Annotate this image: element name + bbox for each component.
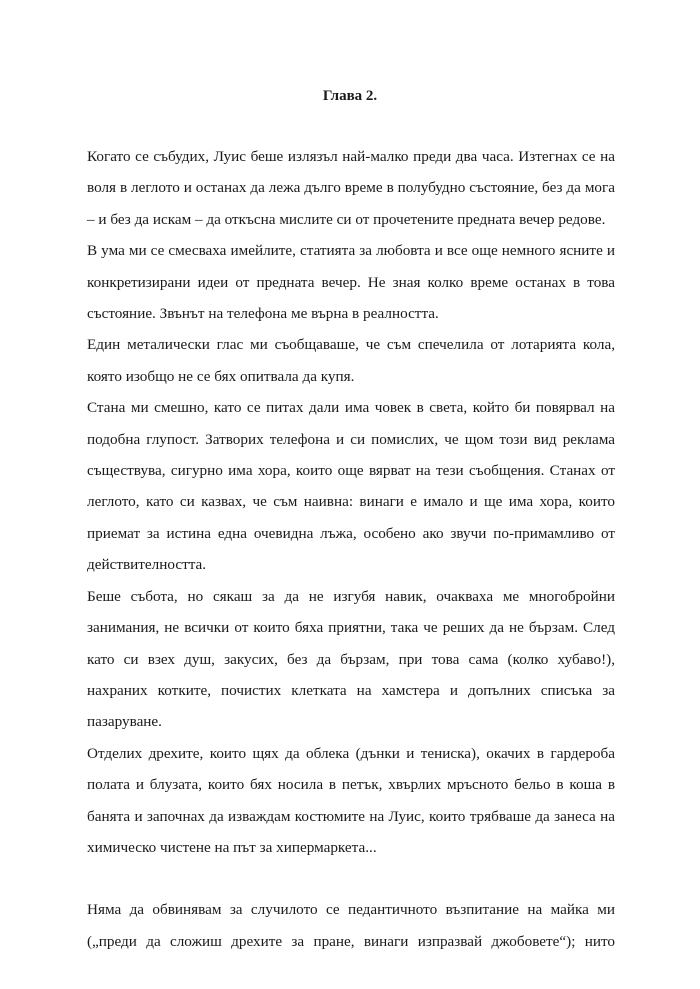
paragraph: Когато се събудих, Луис беше излязъл най-малко преди два часа. Изтегнах се на воля в леглото и останах да лежа дълго време в полубудно състояние, без да мога – и без да искам – да откъсна мислите си от прочетените предната вечер редове. xyxy=(87,148,615,228)
paragraph: Един металически глас ми съобщаваше, че съм спечелила от лотарията кола, която изобщо не се бях опитвала да купя. xyxy=(87,336,615,385)
paragraph: Няма да обвинявам за случилото се педантичното възпитание на майка ми („преди да сложиш дрехите за пране, винаги изпразвай джобовете“); нито xyxy=(87,901,615,950)
paragraph: Стана ми смешно, като се питах дали има човек в света, който би повярвал на подобна глупост. Затворих телефона и си помислих, че щом този вид реклама съществува, сигурно има хора, които още вярват на тези съобщения. Станах от леглото, като си казвах, че съм наивна: винаги е имало и ще има хора, които приемат за истина една очевидна лъжа, особено ако звучи по-примамливо от действителността. xyxy=(87,399,615,574)
chapter-body xyxy=(87,141,615,957)
paragraph: В ума ми се смесваха имейлите, статията за любовта и все още немного ясните и конкретизирани идеи от предната вечер. Не зная колко време останах в това състояние. Звънът на телефона ме върна в реалността. xyxy=(87,242,615,323)
chapter-title: Глава 2. xyxy=(322,88,378,104)
paragraph: Отделих дрехите, които щях да облека (дънки и тениска), окачих в гардероба полата и блузата, които бях носила в петък, хвърлих мръсното бельо в коша в банята и започнах да изваждам костюмите на Луис, които трябваше да занеса на химическо чистене на път за хипермаркета... xyxy=(87,744,615,856)
paragraph: Беше събота, но сякаш за да не изгубя навик, очакваха ме многобройни занимания, не всички от които бяха приятни, така че реших да не бързам. След като си взех душ, закусих, без да бързам, при това сама (колко хубаво!), нахраних котките, почистих клетката на хамстера и допълних списъка за пазаруване. xyxy=(87,587,615,731)
